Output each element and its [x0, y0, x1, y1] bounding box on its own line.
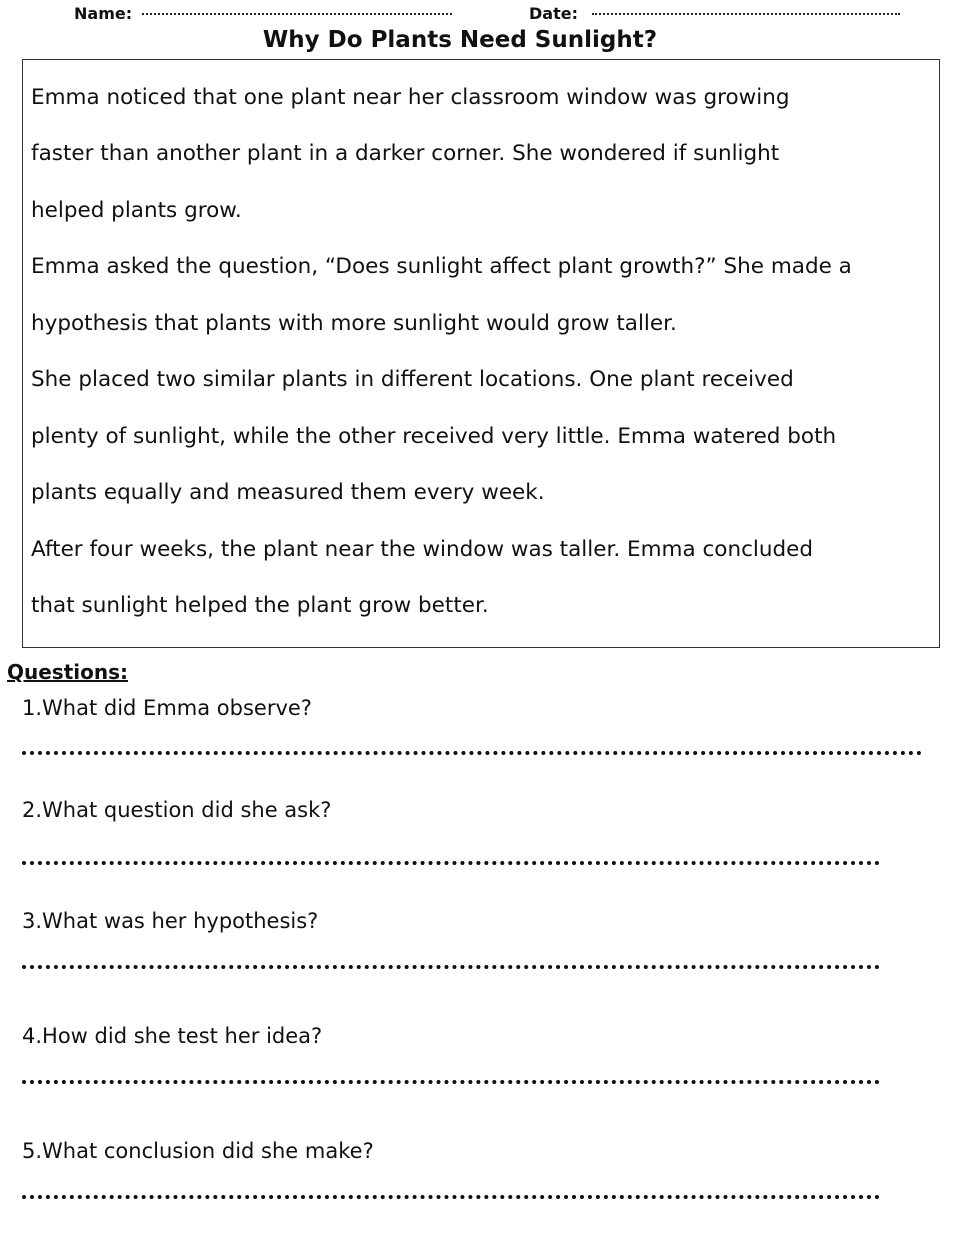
name-field[interactable] [142, 13, 452, 15]
question-5: 5.What conclusion did she make? [22, 1139, 374, 1163]
passage-line: hypothesis that plants with more sunlight would grow taller. [31, 311, 677, 336]
passage-line: plants equally and measured them every week. [31, 480, 545, 505]
passage-line: After four weeks, the plant near the window was taller. Emma concluded [31, 537, 814, 562]
answer-line-4[interactable] [22, 1080, 880, 1084]
name-label: Name: [74, 4, 133, 23]
passage-line: She placed two similar plants in different locations. One plant received [31, 367, 794, 392]
passage-line: faster than another plant in a darker corner. She wondered if sunlight [31, 141, 780, 166]
answer-line-1[interactable] [22, 751, 922, 755]
questions-heading: Questions: [7, 660, 129, 684]
date-field[interactable] [592, 13, 900, 15]
passage-line: plenty of sunlight, while the other received very little. Emma watered both [31, 424, 837, 449]
question-3: 3.What was her hypothesis? [22, 909, 319, 933]
passage-line: helped plants grow. [31, 198, 242, 223]
passage-line: Emma noticed that one plant near her classroom window was growing [31, 85, 790, 110]
answer-line-5[interactable] [22, 1195, 880, 1199]
question-1: 1.What did Emma observe? [22, 696, 312, 720]
passage-line: Emma asked the question, “Does sunlight affect plant growth?” She made a [31, 254, 852, 279]
question-2: 2.What question did she ask? [22, 798, 332, 822]
reading-passage [22, 59, 940, 648]
passage-line: that sunlight helped the plant grow better. [31, 593, 489, 618]
question-4: 4.How did she test her idea? [22, 1024, 323, 1048]
date-label: Date: [529, 4, 578, 23]
worksheet-title: Why Do Plants Need Sunlight? [262, 27, 658, 53]
answer-line-2[interactable] [22, 861, 880, 865]
answer-line-3[interactable] [22, 965, 880, 969]
